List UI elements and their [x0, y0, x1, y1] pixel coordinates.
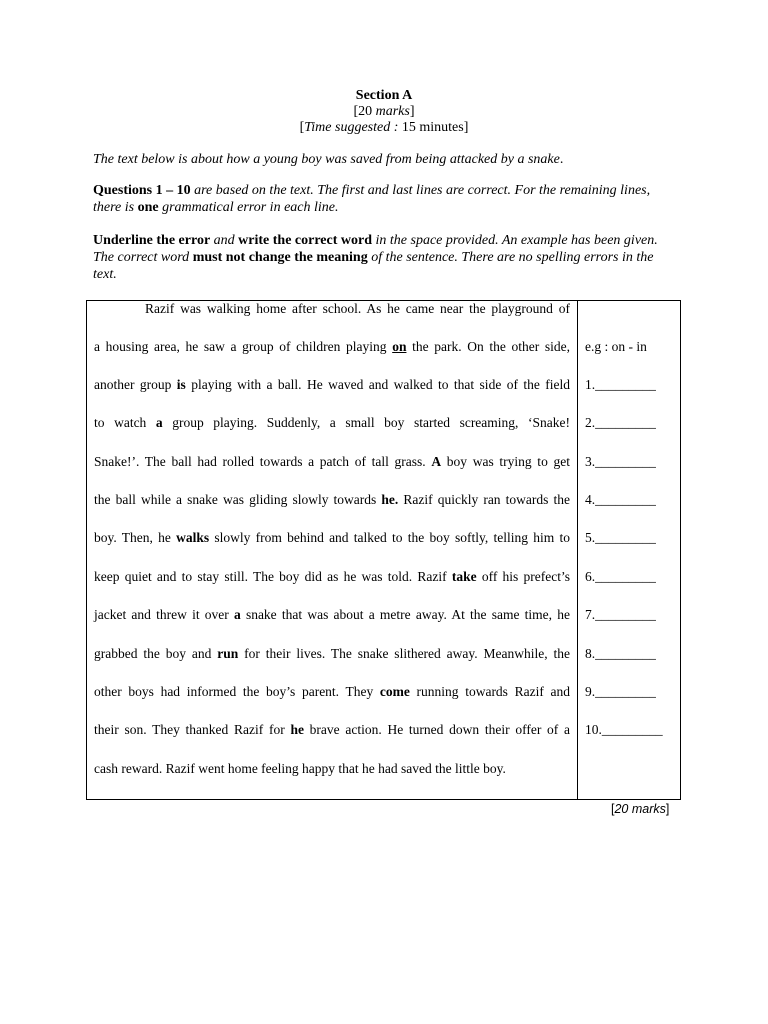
error-word: come: [379, 684, 410, 699]
text-line-9: other boys had informed the boy’s parent. They come running towards Razif and: [94, 684, 570, 699]
text-line-0: Razif was walking home after school. As he came near the playground of: [145, 301, 570, 316]
text-line-10: their son. They thanked Razif for he brave action. He turned down their offer of a: [94, 722, 571, 737]
text-line-6: keep quiet and to stay still. The boy did as he was told. Razif take off his prefect’s: [94, 569, 570, 584]
answer-blank-10[interactable]: 10._________: [585, 722, 663, 737]
error-word: is: [176, 377, 186, 392]
answer-blank-5[interactable]: 5._________: [585, 530, 656, 545]
text-line-7: jacket and threw it over a snake that was about a metre away. At the same time, he: [94, 607, 570, 622]
answer-example: e.g : on - in: [585, 339, 647, 354]
answer-blank-3[interactable]: 3._________: [585, 454, 656, 469]
intro-text: The text below is about how a young boy was saved from being attacked by a snake.: [93, 152, 564, 167]
text-line-example: a housing area, he saw a group of children playing on the park. On the other side,: [94, 339, 570, 354]
error-word: take: [451, 569, 477, 584]
exercise-table: [86, 300, 681, 800]
section-title: Section A: [355, 88, 413, 103]
answer-blank-1[interactable]: 1._________: [585, 377, 656, 392]
answer-blank-4[interactable]: 4._________: [585, 492, 656, 507]
underline-instruction: Underline the error and write the correct word in the space provided. An example has been given. The correct word must not change the meaning of the sentence. There are no spelling errors in the text.: [93, 233, 658, 282]
answer-blank-8[interactable]: 8._________: [585, 646, 656, 661]
total-marks: [20 marks]: [611, 802, 670, 816]
answer-blank-6[interactable]: 6._________: [585, 569, 656, 584]
error-word: on: [392, 339, 407, 354]
section-marks: [20 marks]: [353, 104, 415, 119]
answer-blank-2[interactable]: 2._________: [585, 415, 656, 430]
answer-blank-7[interactable]: 7._________: [585, 607, 656, 622]
text-line-5: boy. Then, he walks slowly from behind and talked to the boy softly, telling him to: [94, 530, 570, 545]
text-line-3: Snake!’. The ball had rolled towards a patch of tall grass. A boy was trying to get: [94, 454, 570, 469]
error-word: a: [233, 607, 241, 622]
text-line-2: to watch a group playing. Suddenly, a small boy started screaming, ‘Snake!: [94, 415, 570, 430]
text-line-last: cash reward. Razif went home feeling happy that he had saved the little boy.: [94, 761, 506, 776]
text-line-4: the ball while a snake was gliding slowly towards he. Razif quickly ran towards the: [94, 492, 571, 507]
questions-instruction: Questions 1 – 10 are based on the text. The first and last lines are correct. For the remaining lines, there is one grammatical error in each line.: [93, 183, 651, 215]
error-word: he: [290, 722, 304, 737]
error-word: run: [217, 646, 239, 661]
error-word: he.: [381, 492, 399, 507]
error-word: A: [431, 454, 442, 469]
answer-blank-9[interactable]: 9._________: [585, 684, 656, 699]
text-line-1: another group is playing with a ball. He waved and walked to that side of the field: [94, 377, 570, 392]
error-word: walks: [176, 530, 210, 545]
column-divider: [577, 301, 578, 799]
time-suggested: [Time suggested : 15 minutes]: [299, 120, 469, 135]
error-word: a: [155, 415, 163, 430]
text-line-8: grabbed the boy and run for their lives. The snake slithered away. Meanwhile, the: [94, 646, 570, 661]
